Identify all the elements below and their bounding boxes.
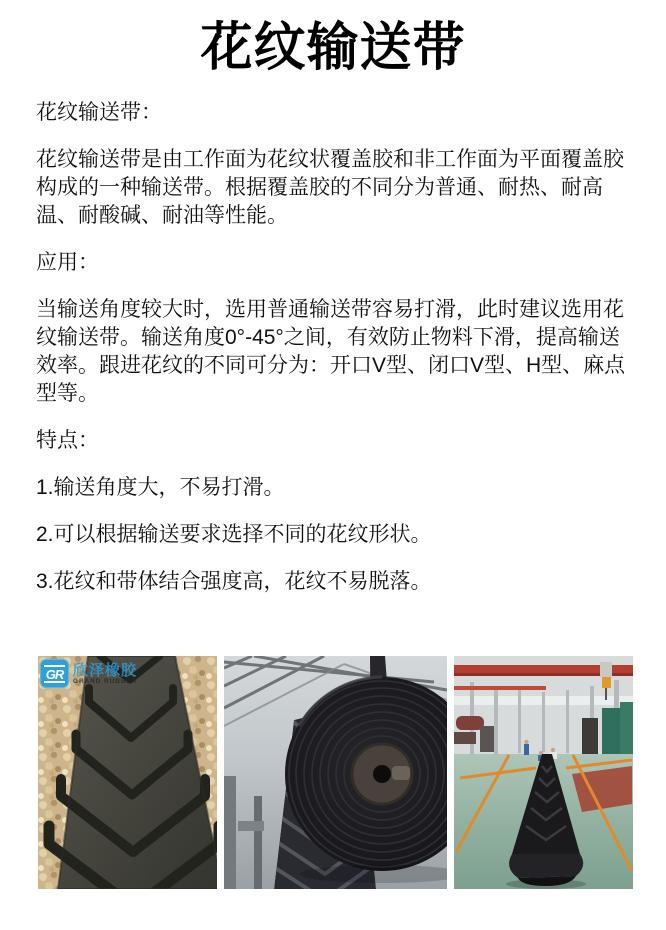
belt-roll-graphic: [224, 656, 446, 889]
brand-logo-text: [73, 659, 137, 686]
gr-logo-badge: [40, 659, 69, 688]
gr-monogram: GR: [45, 666, 64, 682]
photo-factory-floor-belt: [454, 656, 633, 889]
features-label: 特点：: [36, 429, 99, 452]
feature-item-1: 1.输送角度大，不易打滑。: [36, 476, 285, 499]
page-title: 花纹输送带: [200, 19, 466, 77]
application-paragraph: 当输送角度较大时，选用普通输送带容易打滑，此时建议选用花纹输送带。输送角度0°-45°之间，有效防止物料下滑，提高输送效率。跟进花纹的不同可分为：开口V型、闭口V型、H型、麻点型等。: [36, 298, 626, 405]
product-photo-row: [38, 656, 633, 889]
brand-name-english: GRAND RUBBER: [73, 678, 138, 685]
factory-floor-graphic: [454, 656, 633, 889]
intro-label: 花纹输送带：: [36, 101, 162, 124]
brand-name-chinese: 欣泽橡胶: [73, 662, 138, 679]
photo-belt-roll: [224, 656, 446, 889]
photo-chevron-belt-closeup: [38, 656, 217, 889]
application-label: 应用：: [36, 251, 99, 274]
feature-item-3: 3.花纹和带体结合强度高，花纹不易脱落。: [36, 570, 432, 593]
brand-logo: [40, 659, 137, 688]
product-page: [0, 16, 666, 930]
intro-paragraph: 花纹输送带是由工作面为花纹状覆盖胶和非工作面为平面覆盖胶构成的一种输送带。根据覆盖胶的不同分为普通、耐热、耐高温、耐酸碱、耐油等性能。: [36, 148, 624, 227]
feature-item-2: 2.可以根据输送要求选择不同的花纹形状。: [36, 523, 432, 546]
chevron-belt-graphic: [38, 656, 217, 889]
